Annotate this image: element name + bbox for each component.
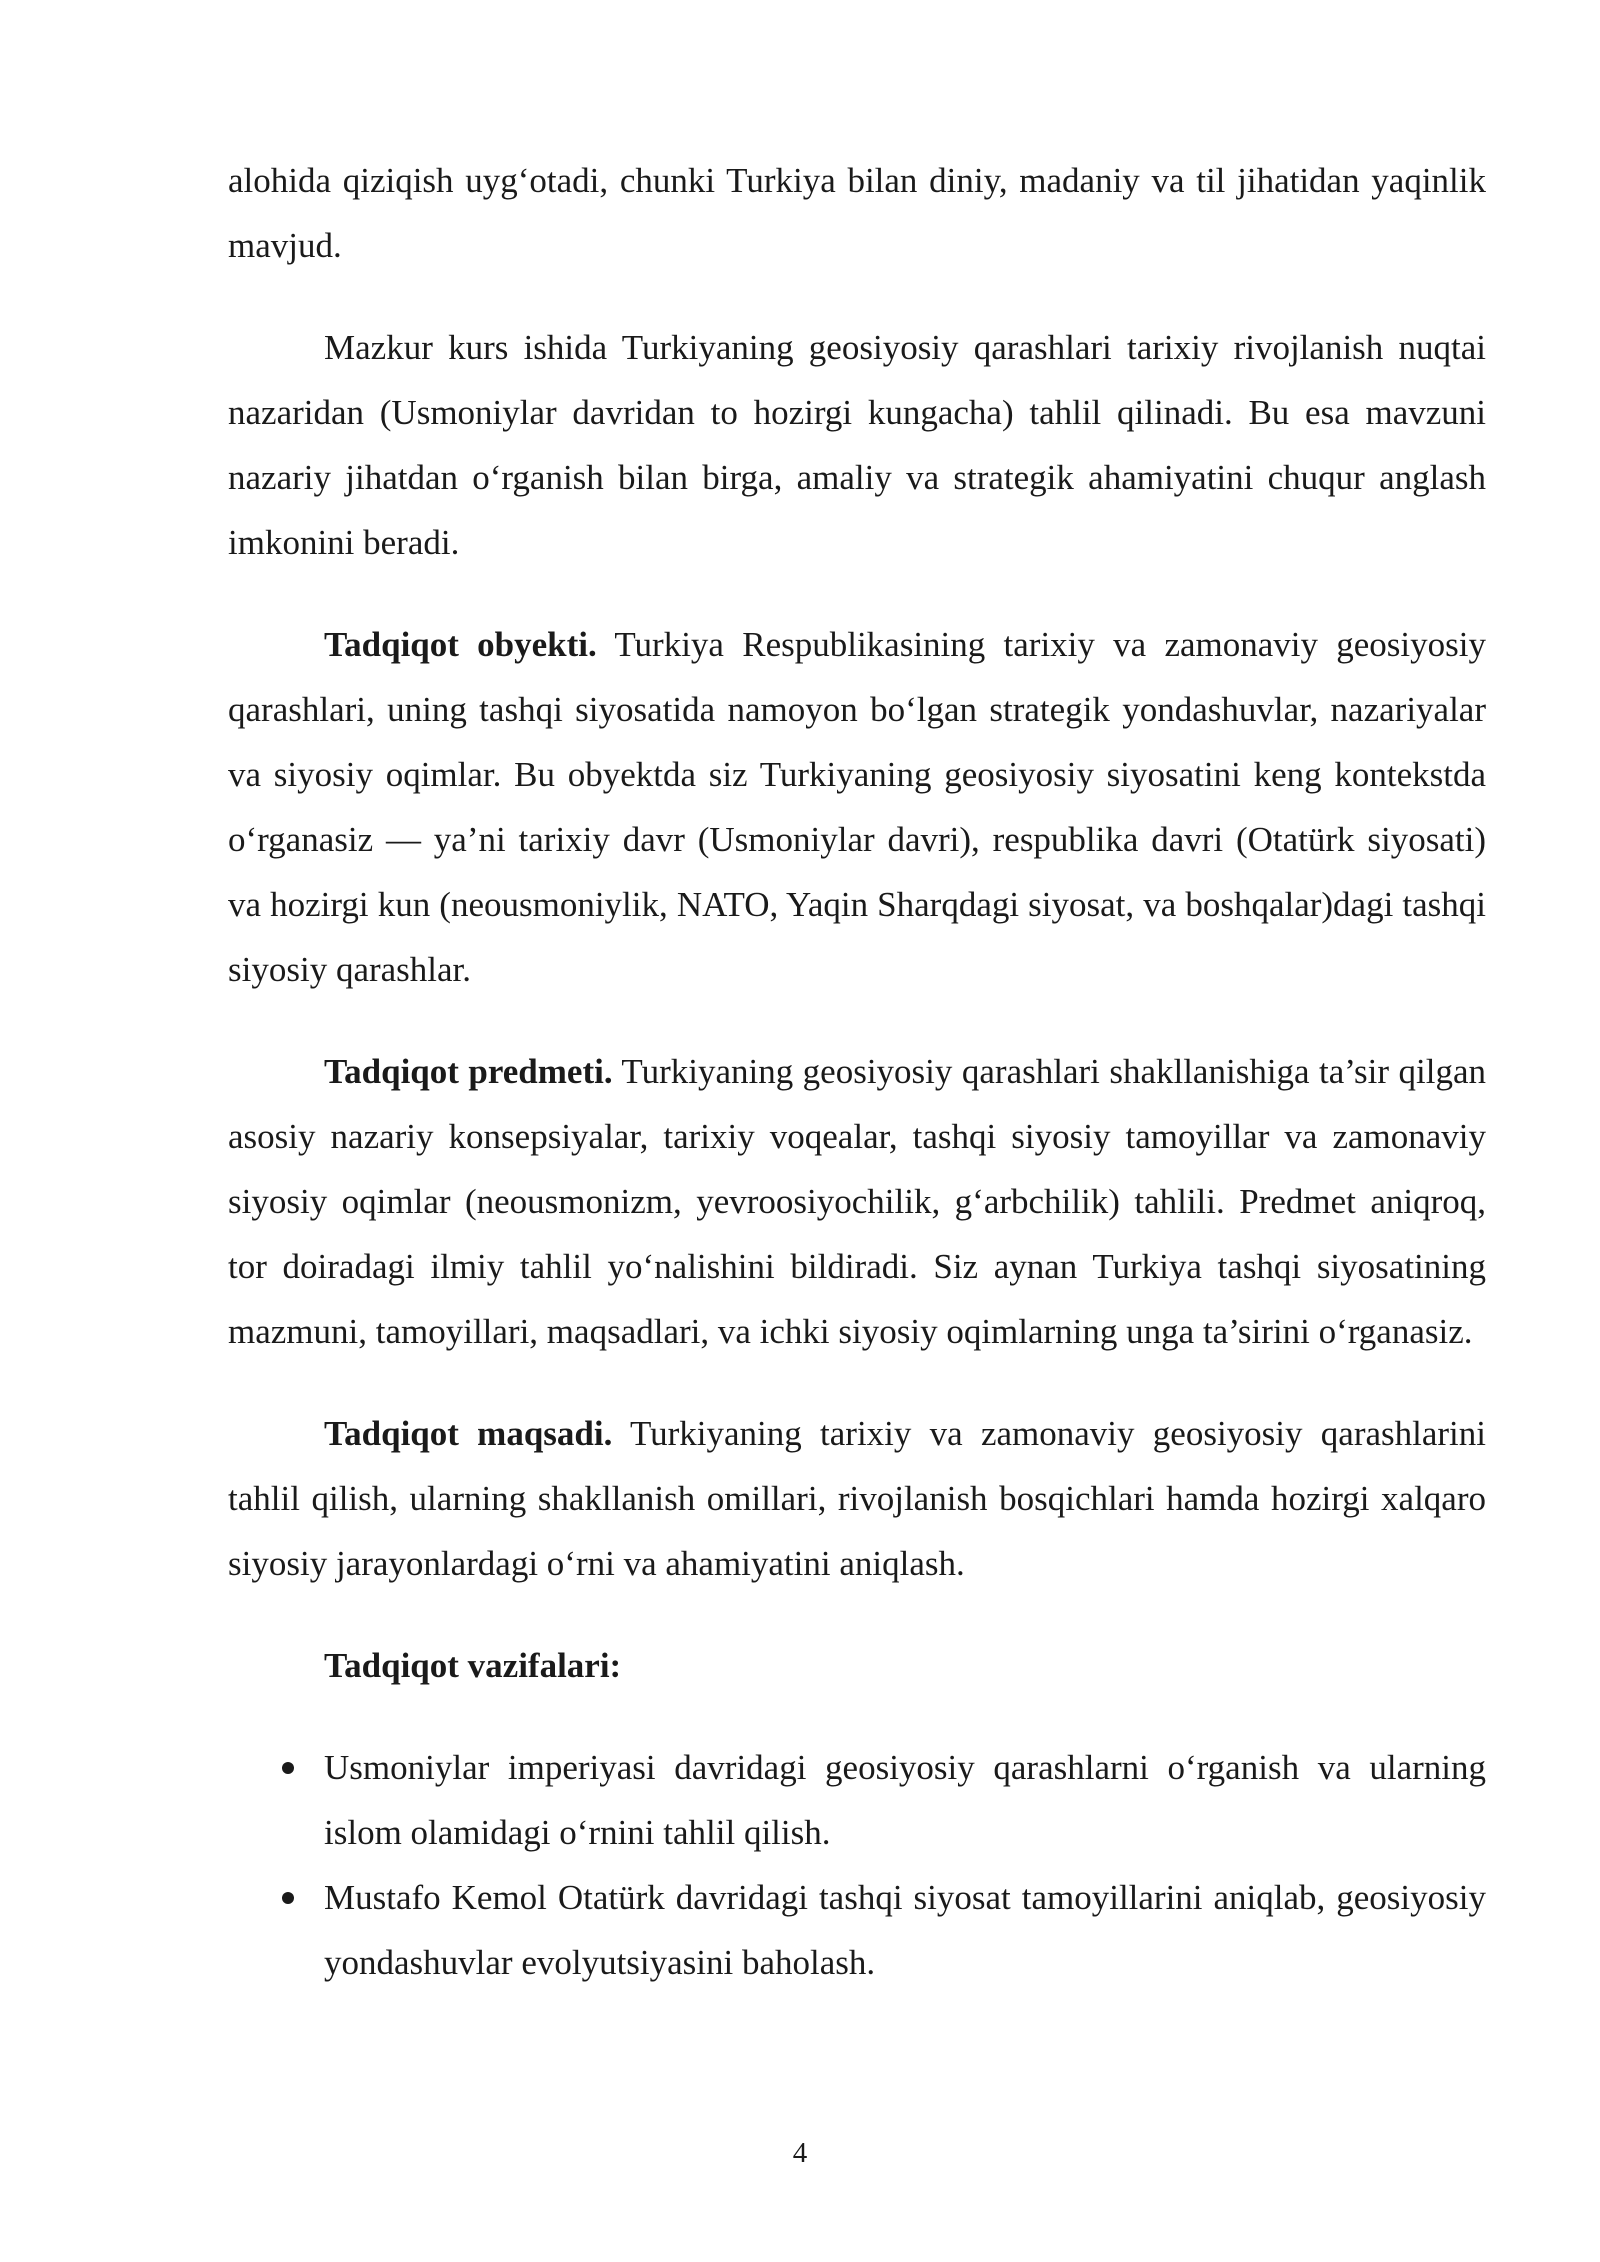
page-content bbox=[228, 148, 1486, 1995]
research-subject-text: Turkiyaning geosiyosiy qarashlari shakllanishiga ta’sir qilgan asosiy nazariy konsepsiyalar, tarixiy voqealar, tashqi siyosiy tamoyillar va zamonaviy siyosiy oqimlar (neousmonizm, yevroosiyochilik, g‘arbchilik) tahlili. Predmet aniqroq, tor doiradagi ilmiy tahlil yo‘nalishini bildiradi. Siz aynan Turkiya tashqi siyosatining mazmuni, tamoyillari, maqsadlari, va ichki siyosiy oqimlarning unga ta’sirini o‘rganasiz. bbox=[228, 1052, 1486, 1351]
paragraph-intro-continuation: alohida qiziqish uyg‘otadi, chunki Turkiya bilan diniy, madaniy va til jihatidan yaqinlik mavjud. bbox=[228, 161, 1486, 265]
bullet-icon bbox=[282, 1892, 294, 1904]
research-object-label: Tadqiqot obyekti. bbox=[324, 625, 597, 664]
paragraph-research-object bbox=[228, 612, 1486, 1002]
list-item-text: Usmoniylar imperiyasi davridagi geosiyosiy qarashlarni o‘rganish va ularning islom olamidagi o‘rnini tahlil qilish. bbox=[324, 1748, 1486, 1852]
paragraph-course-scope: Mazkur kurs ishida Turkiyaning geosiyosiy qarashlari tarixiy rivojlanish nuqtai nazaridan (Usmoniylar davridan to hozirgi kungacha) tahlil qilinadi. Bu esa mavzuni nazariy jihatdan o‘rganish bilan birga, amaliy va strategik ahamiyatini chuqur anglash imkonini beradi. bbox=[228, 328, 1486, 562]
list-item bbox=[228, 1865, 1486, 1995]
research-goal-label: Tadqiqot maqsadi. bbox=[324, 1414, 613, 1453]
paragraph-research-goal bbox=[228, 1401, 1486, 1596]
research-goal-text: Turkiyaning tarixiy va zamonaviy geosiyosiy qarashlarini tahlil qilish, ularning shakllanish omillari, rivojlanish bosqichlari hamda hozirgi xalqaro siyosiy jarayonlardagi o‘rni va ahamiyatini aniqlash. bbox=[228, 1414, 1486, 1583]
bullet-icon bbox=[282, 1762, 294, 1774]
paragraph-research-subject bbox=[228, 1039, 1486, 1364]
research-tasks-list bbox=[228, 1735, 1486, 1995]
page-number: 4 bbox=[792, 2137, 808, 2169]
list-item-text: Mustafo Kemol Otatürk davridagi tashqi siyosat tamoyillarini aniqlab, geosiyosiy yondashuvlar evolyutsiyasini baholash. bbox=[324, 1878, 1486, 1982]
research-subject-label: Tadqiqot predmeti. bbox=[324, 1052, 613, 1091]
research-tasks-heading: Tadqiqot vazifalari: bbox=[324, 1646, 622, 1685]
research-object-text: Turkiya Respublikasining tarixiy va zamonaviy geosiyosiy qarashlari, uning tashqi siyosatida namoyon bo‘lgan strategik yondashuvlar, nazariyalar va siyosiy oqimlar. Bu obyektda siz Turkiyaning geosiyosiy siyosatini keng kontekstda o‘rganasiz — ya’ni tarixiy davr (Usmoniylar davri), respublika davri (Otatürk siyosati) va hozirgi kun (neousmoniylik, NATO, Yaqin Sharqdagi siyosat, va boshqalar)dagi tashqi siyosiy qarashlar. bbox=[228, 625, 1486, 989]
list-item bbox=[228, 1735, 1486, 1865]
